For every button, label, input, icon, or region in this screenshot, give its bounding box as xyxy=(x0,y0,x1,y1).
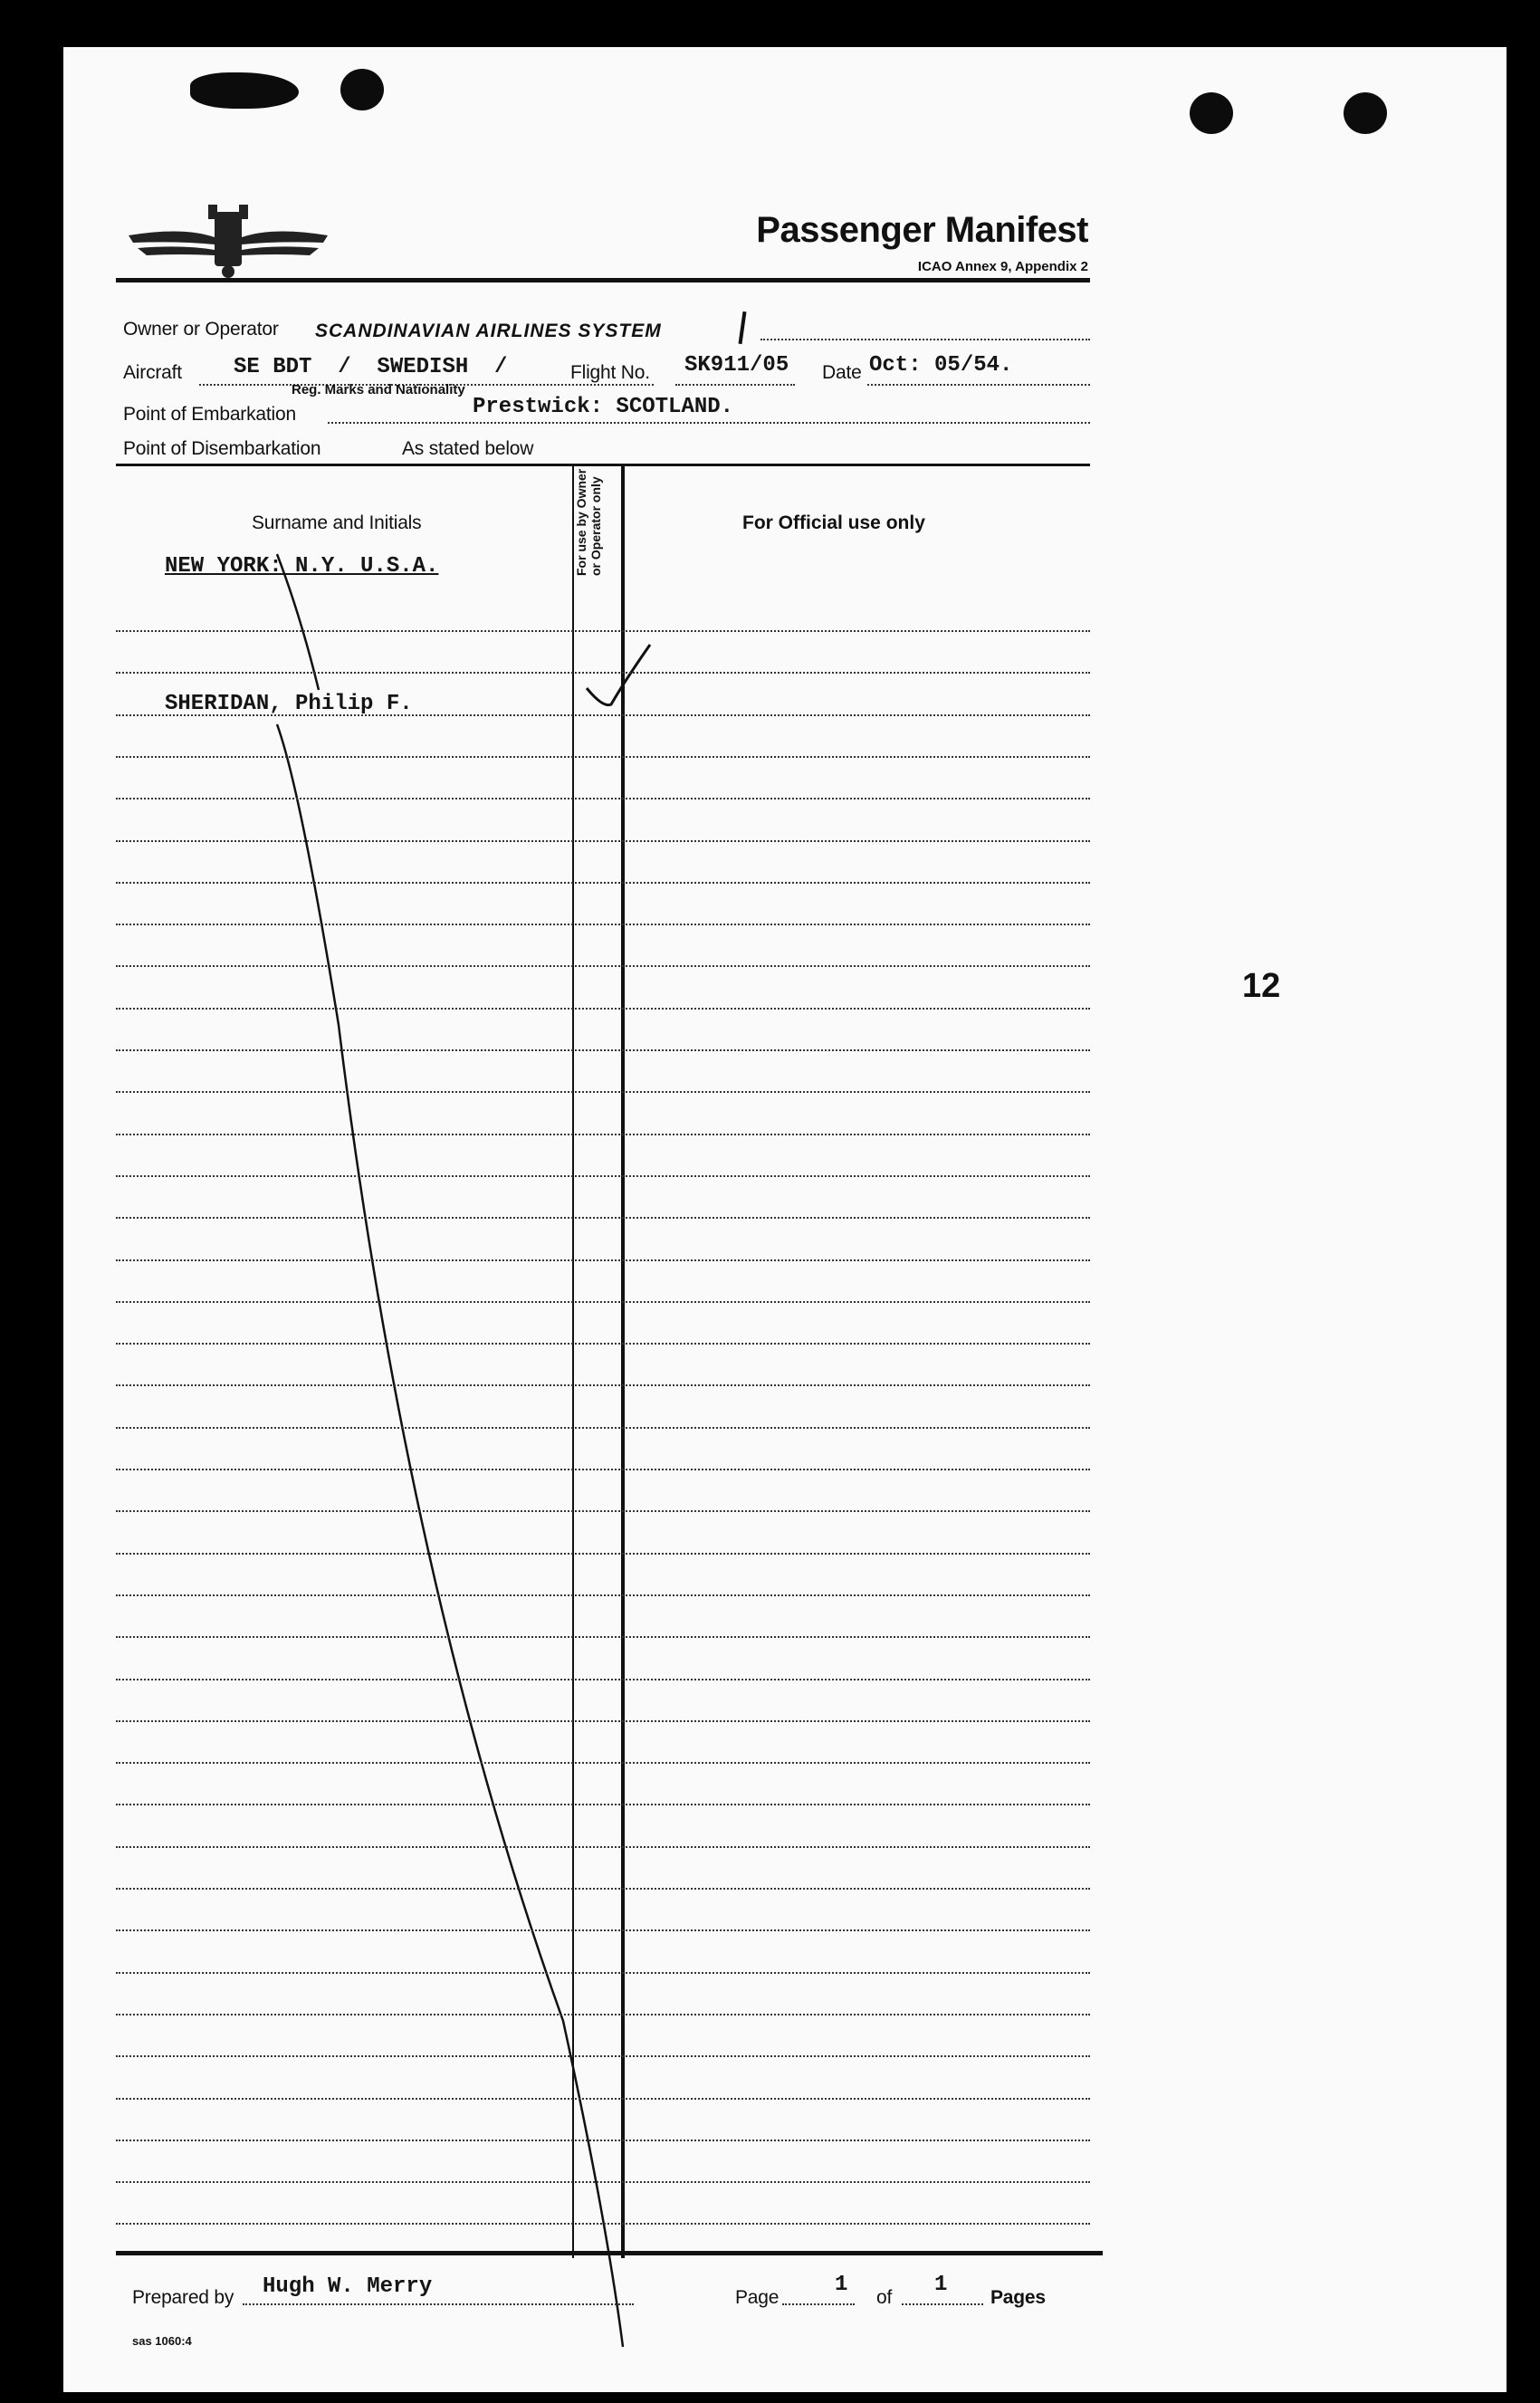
table-row-line xyxy=(116,1846,1090,1848)
embarkation-label: Point of Embarkation xyxy=(123,404,296,425)
table-row-line xyxy=(116,1008,1090,1010)
table-row-line xyxy=(116,882,1090,884)
form-code: sas 1060:4 xyxy=(132,2334,192,2348)
table-row-line xyxy=(116,1217,1090,1219)
page-value: 1 xyxy=(835,2273,848,2297)
table-row-line xyxy=(116,1510,1090,1512)
table-row-line xyxy=(116,1427,1090,1429)
destination-entry: NEW YORK: N.Y. U.S.A. xyxy=(165,554,439,579)
date-value: Oct: 05/54. xyxy=(869,353,1013,378)
strike-line xyxy=(277,724,623,2347)
table-row-line xyxy=(116,1259,1090,1261)
table-row-line xyxy=(116,1134,1090,1135)
table-row-line xyxy=(116,2223,1090,2225)
table-row-line xyxy=(116,1888,1090,1890)
aircraft-label: Aircraft xyxy=(123,362,182,383)
of-line xyxy=(902,2303,983,2305)
page-title: Passenger Manifest xyxy=(756,210,1088,250)
page-subtitle: ICAO Annex 9, Appendix 2 xyxy=(917,259,1088,274)
table-row-line xyxy=(116,924,1090,925)
page-label: Page xyxy=(735,2287,780,2308)
check-mark-icon xyxy=(587,645,650,705)
table-row-line xyxy=(116,1553,1090,1555)
table-row-line xyxy=(116,1384,1090,1386)
of-value: 1 xyxy=(934,2273,948,2297)
table-row-line xyxy=(116,1049,1090,1051)
table-row-line xyxy=(116,965,1090,967)
table-row-line xyxy=(116,2014,1090,2015)
table-row-line xyxy=(116,2055,1090,2057)
prepared-value: Hugh W. Merry xyxy=(263,2274,433,2299)
aircraft-value: SE BDT / SWEDISH / xyxy=(234,355,508,379)
disembarkation-label: Point of Disembarkation xyxy=(123,438,321,459)
handwritten-strokes xyxy=(63,47,1507,2392)
table-row-line xyxy=(116,1091,1090,1093)
table-row-line xyxy=(116,714,1090,716)
table-row-line xyxy=(116,798,1090,799)
table-row-line xyxy=(116,1679,1090,1680)
table-row-line xyxy=(116,672,1090,674)
table-row-line xyxy=(116,1636,1090,1638)
prepared-line xyxy=(243,2303,634,2305)
flight-label: Flight No. xyxy=(570,362,650,383)
connector-stroke xyxy=(277,554,319,690)
table-row-line xyxy=(116,1469,1090,1470)
flight-value: SK911/05 xyxy=(684,353,789,378)
embarkation-value: Prestwick: SCOTLAND. xyxy=(473,395,734,419)
passenger-entry: SHERIDAN, Philip F. xyxy=(165,692,413,716)
col-header-surname: Surname and Initials xyxy=(252,512,422,533)
table-row-line xyxy=(116,1343,1090,1345)
table-row-line xyxy=(116,1175,1090,1177)
manifest-sheet xyxy=(63,47,1507,2392)
table-row-line xyxy=(116,2181,1090,2183)
table-row-line xyxy=(116,630,1090,632)
prepared-label: Prepared by xyxy=(132,2287,234,2308)
table-row-line xyxy=(116,2140,1090,2141)
footer-rule xyxy=(116,2251,1103,2255)
table-row-line xyxy=(116,1972,1090,1974)
table-row-line xyxy=(116,1720,1090,1722)
date-label: Date xyxy=(822,362,862,383)
table-row-line xyxy=(116,1594,1090,1596)
table-row-line xyxy=(116,2098,1090,2100)
table-row-line xyxy=(116,1929,1090,1931)
margin-page-number: 12 xyxy=(1242,967,1281,1005)
disembarkation-value: As stated below xyxy=(402,438,534,459)
table-row-line xyxy=(116,1301,1090,1303)
col-header-owner-use-text: For use by Owner or Operator only xyxy=(574,468,603,576)
of-label: of xyxy=(876,2287,893,2308)
owner-label: Owner or Operator xyxy=(123,319,279,340)
table-row-line xyxy=(116,840,1090,842)
pages-label: Pages xyxy=(990,2287,1046,2308)
table-row-line xyxy=(116,1762,1090,1764)
table-row-line xyxy=(116,1804,1090,1805)
page-line xyxy=(782,2303,855,2305)
aircraft-sublabel: Reg. Marks and Nationality xyxy=(292,382,465,397)
col-header-official: For Official use only xyxy=(742,512,925,533)
table-row-line xyxy=(116,756,1090,758)
owner-value: SCANDINAVIAN AIRLINES SYSTEM xyxy=(315,321,662,341)
